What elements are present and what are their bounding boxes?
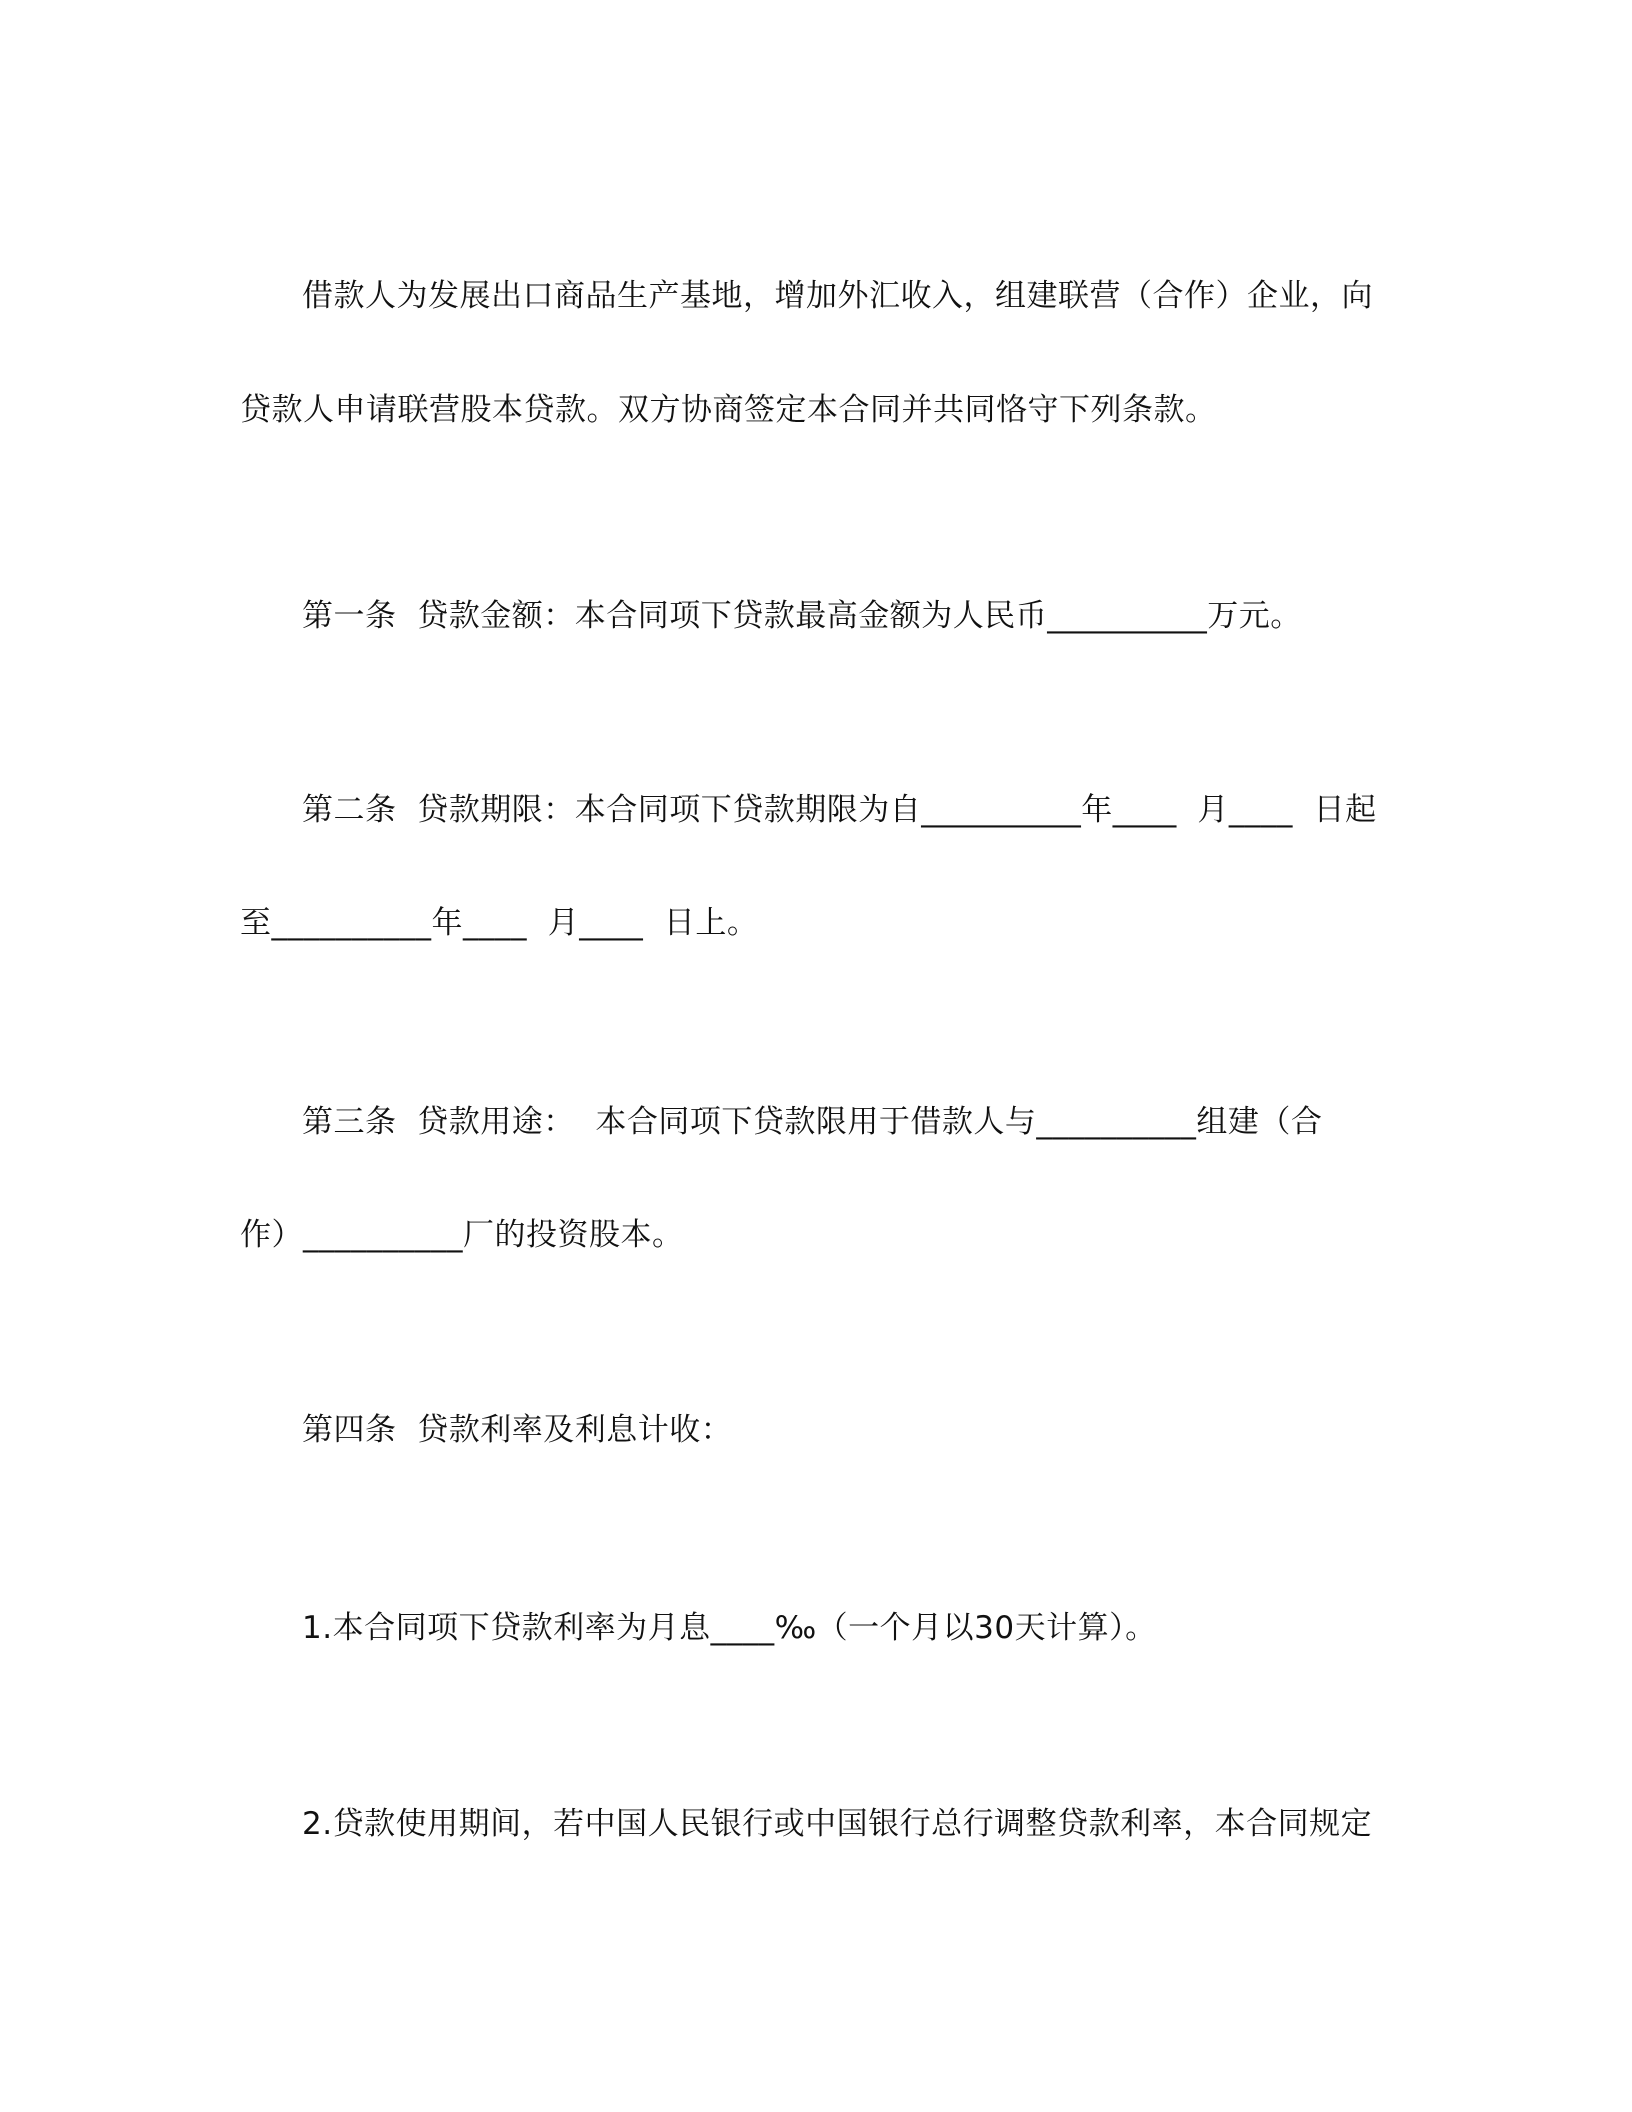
article-1-text: 第一条 贷款金额：本合同项下贷款最高金额为人民币__________万元。: [302, 598, 1302, 634]
intro-line-1: 借款人为发展出口商品生产基地，增加外汇收入，组建联营（合作）企业，向: [302, 278, 1373, 314]
article-4-heading: 第四条 贷款利率及利息计收：: [302, 1412, 733, 1448]
article-4-item-2: 2.贷款使用期间，若中国人民银行或中国银行总行调整贷款利率，本合同规定: [302, 1806, 1373, 1842]
article-2-line-1: 第二条 贷款期限：本合同项下贷款期限为自__________年____ 月____ 日起: [302, 792, 1377, 828]
article-2-line-2: 至__________年____ 月____ 日上。: [240, 905, 759, 941]
article-3-line-1: 第三条 贷款用途： 本合同项下贷款限用于借款人与__________组建（合: [302, 1104, 1323, 1140]
article-4-item-1: 1.本合同项下贷款利率为月息____‰（一个月以30天计算）。: [302, 1610, 1157, 1646]
article-3-line-2: 作）__________厂的投资股本。: [240, 1217, 684, 1253]
intro-line-2: 贷款人申请联营股本贷款。双方协商签定本合同并共同恪守下列条款。: [240, 392, 1217, 428]
